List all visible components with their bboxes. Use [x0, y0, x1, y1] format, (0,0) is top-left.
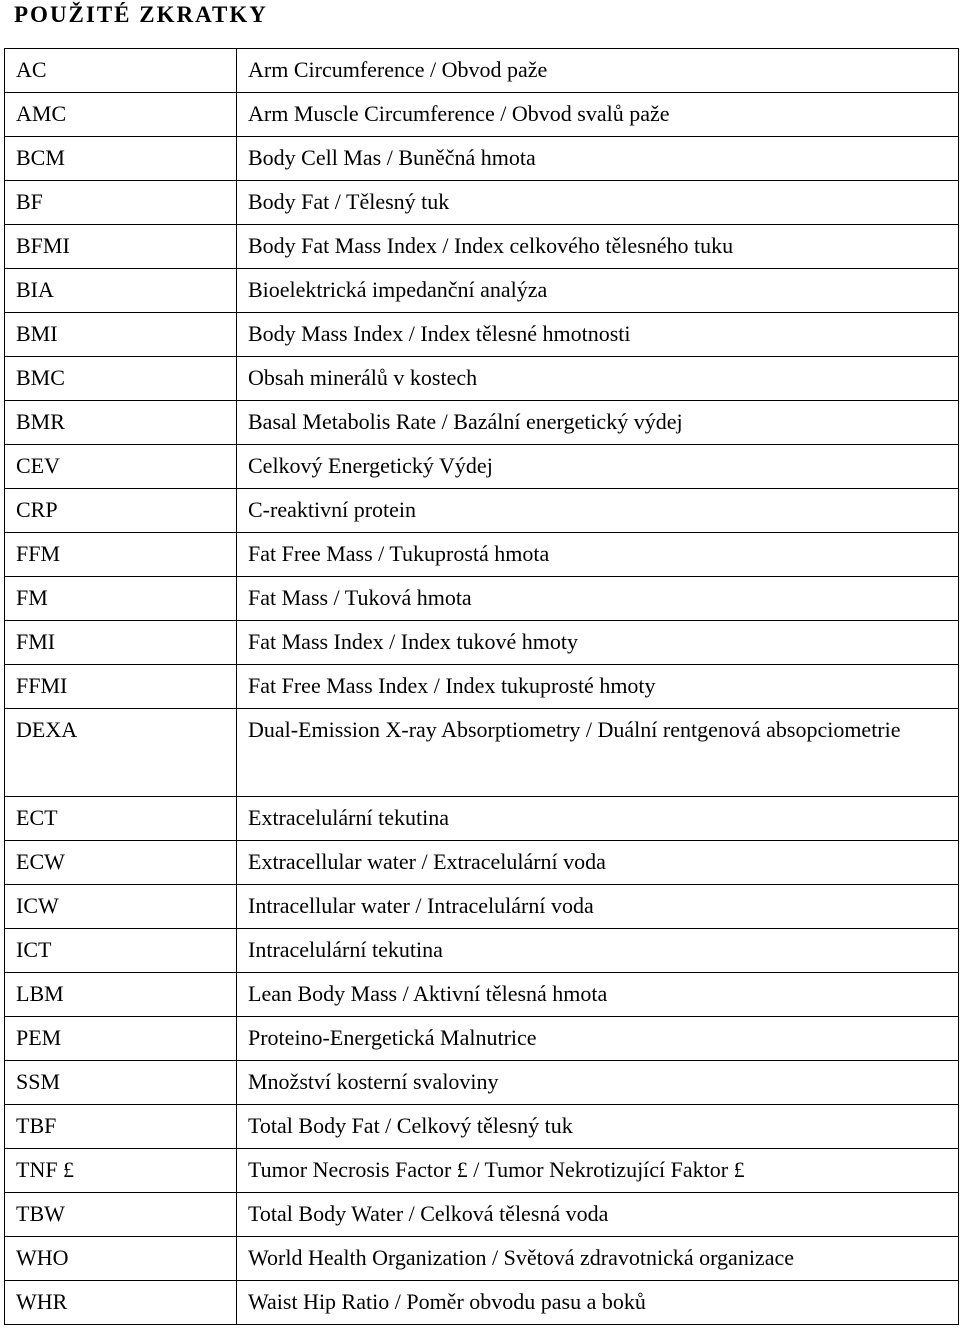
meaning-cell: Proteino-Energetická Malnutrice	[237, 1017, 959, 1061]
table-row	[5, 621, 959, 665]
table-row	[5, 797, 959, 841]
table-row	[5, 1061, 959, 1105]
abbreviation-cell: DEXA	[5, 709, 237, 797]
abbreviation-cell: TNF £	[5, 1149, 237, 1193]
table-row	[5, 225, 959, 269]
abbreviation-cell: TBF	[5, 1105, 237, 1149]
table-row	[5, 137, 959, 181]
meaning-cell: Fat Mass / Tuková hmota	[237, 577, 959, 621]
abbreviation-cell: BFMI	[5, 225, 237, 269]
abbreviation-cell: LBM	[5, 973, 237, 1017]
meaning-cell: Intracelulární tekutina	[237, 929, 959, 973]
meaning-cell: Obsah minerálů v kostech	[237, 357, 959, 401]
table-row	[5, 401, 959, 445]
abbreviation-cell: FMI	[5, 621, 237, 665]
abbreviation-cell: AC	[5, 49, 237, 93]
meaning-cell: Body Mass Index / Index tělesné hmotnosti	[237, 313, 959, 357]
table-row	[5, 841, 959, 885]
meaning-cell: Dual-Emission X-ray Absorptiometry / Duální rentgenová absopciometrie	[237, 709, 959, 797]
table-row	[5, 973, 959, 1017]
meaning-cell: Body Fat / Tělesný tuk	[237, 181, 959, 225]
abbreviations-table-body	[5, 49, 959, 1325]
abbreviation-cell: ECT	[5, 797, 237, 841]
table-row	[5, 313, 959, 357]
abbreviation-cell: FFMI	[5, 665, 237, 709]
table-row	[5, 181, 959, 225]
abbreviation-cell: BF	[5, 181, 237, 225]
abbreviation-cell: FM	[5, 577, 237, 621]
meaning-cell: Fat Free Mass Index / Index tukuprosté hmoty	[237, 665, 959, 709]
abbreviation-cell: AMC	[5, 93, 237, 137]
table-row	[5, 489, 959, 533]
table-row	[5, 665, 959, 709]
abbreviation-cell: BMI	[5, 313, 237, 357]
meaning-cell: Body Fat Mass Index / Index celkového tělesného tuku	[237, 225, 959, 269]
abbreviation-cell: WHR	[5, 1281, 237, 1325]
table-row	[5, 269, 959, 313]
page-title: POUŽITÉ ZKRATKY	[14, 2, 268, 27]
meaning-cell: Lean Body Mass / Aktivní tělesná hmota	[237, 973, 959, 1017]
abbreviation-cell: TBW	[5, 1193, 237, 1237]
table-row	[5, 445, 959, 489]
table-row	[5, 1281, 959, 1325]
meaning-cell: Arm Circumference / Obvod paže	[237, 49, 959, 93]
meaning-cell: Tumor Necrosis Factor £ / Tumor Nekrotizující Faktor £	[237, 1149, 959, 1193]
abbreviation-cell: ICT	[5, 929, 237, 973]
table-row	[5, 357, 959, 401]
abbreviation-cell: BCM	[5, 137, 237, 181]
table-row	[5, 1237, 959, 1281]
abbreviation-cell: ECW	[5, 841, 237, 885]
table-row	[5, 709, 959, 797]
meaning-cell: Fat Mass Index / Index tukové hmoty	[237, 621, 959, 665]
meaning-cell: C-reaktivní protein	[237, 489, 959, 533]
meaning-cell: Total Body Fat / Celkový tělesný tuk	[237, 1105, 959, 1149]
table-row	[5, 929, 959, 973]
table-row	[5, 533, 959, 577]
abbreviation-cell: BMR	[5, 401, 237, 445]
meaning-cell: Total Body Water / Celková tělesná voda	[237, 1193, 959, 1237]
abbreviation-cell: ICW	[5, 885, 237, 929]
meaning-cell: Fat Free Mass / Tukuprostá hmota	[237, 533, 959, 577]
table-row	[5, 1105, 959, 1149]
table-row	[5, 1149, 959, 1193]
meaning-cell: Množství kosterní svaloviny	[237, 1061, 959, 1105]
abbreviation-cell: BMC	[5, 357, 237, 401]
table-row	[5, 93, 959, 137]
meaning-cell: Basal Metabolis Rate / Bazální energetický výdej	[237, 401, 959, 445]
meaning-cell: Body Cell Mas / Buněčná hmota	[237, 137, 959, 181]
abbreviation-cell: CRP	[5, 489, 237, 533]
table-row	[5, 49, 959, 93]
abbreviation-cell: BIA	[5, 269, 237, 313]
abbreviation-cell: SSM	[5, 1061, 237, 1105]
meaning-cell: Arm Muscle Circumference / Obvod svalů paže	[237, 93, 959, 137]
meaning-cell: Extracelulární tekutina	[237, 797, 959, 841]
table-row	[5, 885, 959, 929]
meaning-cell: Bioelektrická impedanční analýza	[237, 269, 959, 313]
meaning-cell: Celkový Energetický Výdej	[237, 445, 959, 489]
table-row	[5, 1017, 959, 1061]
meaning-cell: Intracellular water / Intracelulární voda	[237, 885, 959, 929]
meaning-cell: Extracellular water / Extracelulární voda	[237, 841, 959, 885]
table-row	[5, 1193, 959, 1237]
table-row	[5, 577, 959, 621]
abbreviation-cell: PEM	[5, 1017, 237, 1061]
meaning-cell: Waist Hip Ratio / Poměr obvodu pasu a boků	[237, 1281, 959, 1325]
abbreviation-cell: WHO	[5, 1237, 237, 1281]
abbreviations-table	[4, 48, 959, 1325]
abbreviation-cell: FFM	[5, 533, 237, 577]
abbreviation-cell: CEV	[5, 445, 237, 489]
meaning-cell: World Health Organization / Světová zdravotnická organizace	[237, 1237, 959, 1281]
